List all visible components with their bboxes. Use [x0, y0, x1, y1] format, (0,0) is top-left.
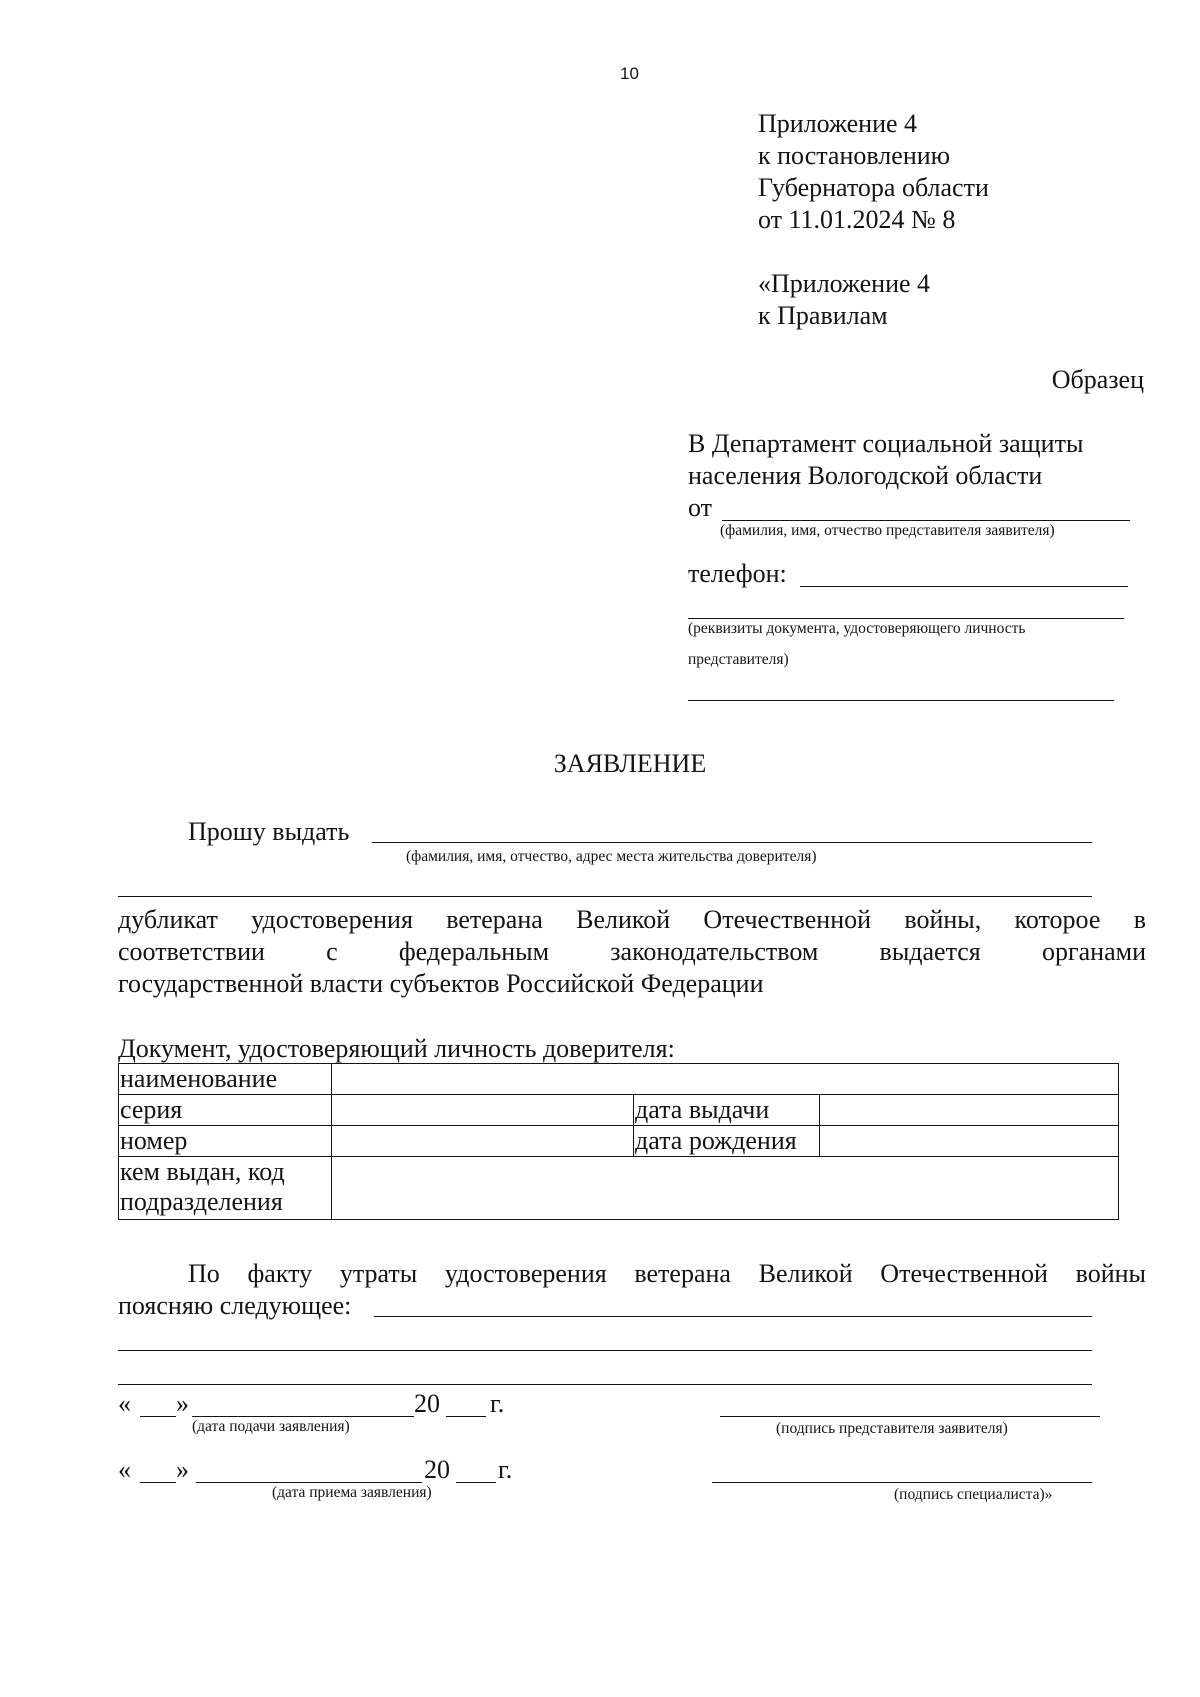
from-caption: (фамилия, имя, отчество представителя заявителя): [720, 522, 1055, 539]
explanation-field-line-2[interactable]: [118, 1350, 1092, 1351]
representative-document-field-line[interactable]: [688, 618, 1124, 619]
table-row: [119, 1095, 1119, 1126]
accept-date-close-quote: »: [176, 1455, 189, 1484]
accept-day-field-line[interactable]: [140, 1482, 176, 1483]
rules-header-line-2: к Правилам: [758, 301, 888, 330]
phone-field-line[interactable]: [800, 586, 1128, 587]
number-label: номер: [119, 1126, 332, 1157]
from-field-line[interactable]: [722, 520, 1130, 521]
addressee-line-1: В Департамент социальной защиты: [688, 429, 1084, 458]
phone-label: телефон:: [688, 559, 787, 588]
loss-paragraph-line-1: По факту утраты удостоверения ветерана Великой Отечественной войны: [188, 1259, 1146, 1288]
representative-signature-line[interactable]: [720, 1416, 1100, 1417]
submit-month-field-line[interactable]: [192, 1416, 414, 1417]
birth-date-field[interactable]: [820, 1126, 1119, 1157]
request-paragraph-line-2: соответствии с федеральным законодательством выдается органами: [118, 937, 1146, 966]
principal-field-line-2[interactable]: [118, 896, 1092, 897]
birth-date-label: дата рождения: [634, 1126, 820, 1157]
issued-by-label-line-2: подразделения: [120, 1187, 283, 1216]
table-row: [119, 1126, 1119, 1157]
issued-by-label: [119, 1157, 332, 1220]
principal-field-line[interactable]: [372, 842, 1092, 843]
submit-date-caption: (дата подачи заявления): [192, 1418, 350, 1435]
accept-year-field-line[interactable]: [456, 1482, 496, 1483]
submit-year-prefix: 20: [414, 1389, 440, 1418]
id-document-table: [118, 1063, 1119, 1220]
table-row: [119, 1157, 1119, 1220]
representative-document-caption-line-2: представителя): [688, 651, 789, 668]
appendix-header-line-1: Приложение 4: [758, 109, 918, 138]
explanation-field-line-3[interactable]: [118, 1384, 1092, 1385]
issued-by-label-line-1: кем выдан, код: [120, 1157, 285, 1186]
series-field[interactable]: [332, 1095, 634, 1126]
number-field[interactable]: [332, 1126, 634, 1157]
accept-date-caption: (дата приема заявления): [272, 1484, 432, 1501]
specialist-signature-line[interactable]: [712, 1482, 1092, 1483]
loss-paragraph-line-2: поясняю следующее:: [118, 1291, 352, 1320]
specialist-signature-caption: (подпись специалиста)»: [894, 1486, 1053, 1503]
appendix-header-line-4: от 11.01.2024 № 8: [758, 205, 956, 234]
issued-by-field[interactable]: [332, 1157, 1119, 1220]
id-document-heading: Документ, удостоверяющий личность доверителя:: [118, 1034, 675, 1063]
rules-header-line-1: «Приложение 4: [758, 269, 931, 298]
submit-date-close-quote: »: [176, 1389, 189, 1418]
addressee-line-2: населения Вологодской области: [688, 461, 1043, 490]
submit-year-suffix: г.: [490, 1389, 505, 1418]
request-label: Прошу выдать: [188, 817, 350, 846]
accept-year-suffix: г.: [498, 1455, 513, 1484]
submit-date-open-quote: «: [118, 1389, 131, 1418]
table-row: [119, 1064, 1119, 1095]
page-number: 10: [620, 64, 639, 83]
submit-year-field-line[interactable]: [446, 1416, 486, 1417]
issue-date-field[interactable]: [820, 1095, 1119, 1126]
representative-document-field-line-2[interactable]: [688, 700, 1114, 701]
accept-year-prefix: 20: [424, 1455, 450, 1484]
submit-day-field-line[interactable]: [140, 1416, 176, 1417]
document-title: ЗАЯВЛЕНИЕ: [553, 749, 707, 778]
request-paragraph-line-3: государственной власти субъектов Российской Федерации: [118, 969, 764, 998]
appendix-header-line-3: Губернатора области: [758, 173, 989, 202]
appendix-header-line-2: к постановлению: [758, 141, 951, 170]
name-label: наименование: [119, 1064, 332, 1095]
issue-date-label: дата выдачи: [634, 1095, 820, 1126]
sample-label: Образец: [1051, 365, 1144, 394]
from-label: от: [688, 493, 713, 522]
representative-signature-caption: (подпись представителя заявителя): [776, 1420, 1008, 1437]
principal-caption: (фамилия, имя, отчество, адрес места жительства доверителя): [406, 848, 817, 865]
explanation-field-line-1[interactable]: [374, 1316, 1092, 1317]
request-paragraph-line-1: дубликат удостоверения ветерана Великой Отечественной войны, которое в: [118, 905, 1146, 934]
representative-document-caption-line-1: (реквизиты документа, удостоверяющего личность: [688, 620, 1026, 637]
accept-month-field-line[interactable]: [196, 1482, 422, 1483]
series-label: серия: [119, 1095, 332, 1126]
name-field[interactable]: [332, 1064, 1119, 1095]
accept-date-open-quote: «: [118, 1455, 131, 1484]
